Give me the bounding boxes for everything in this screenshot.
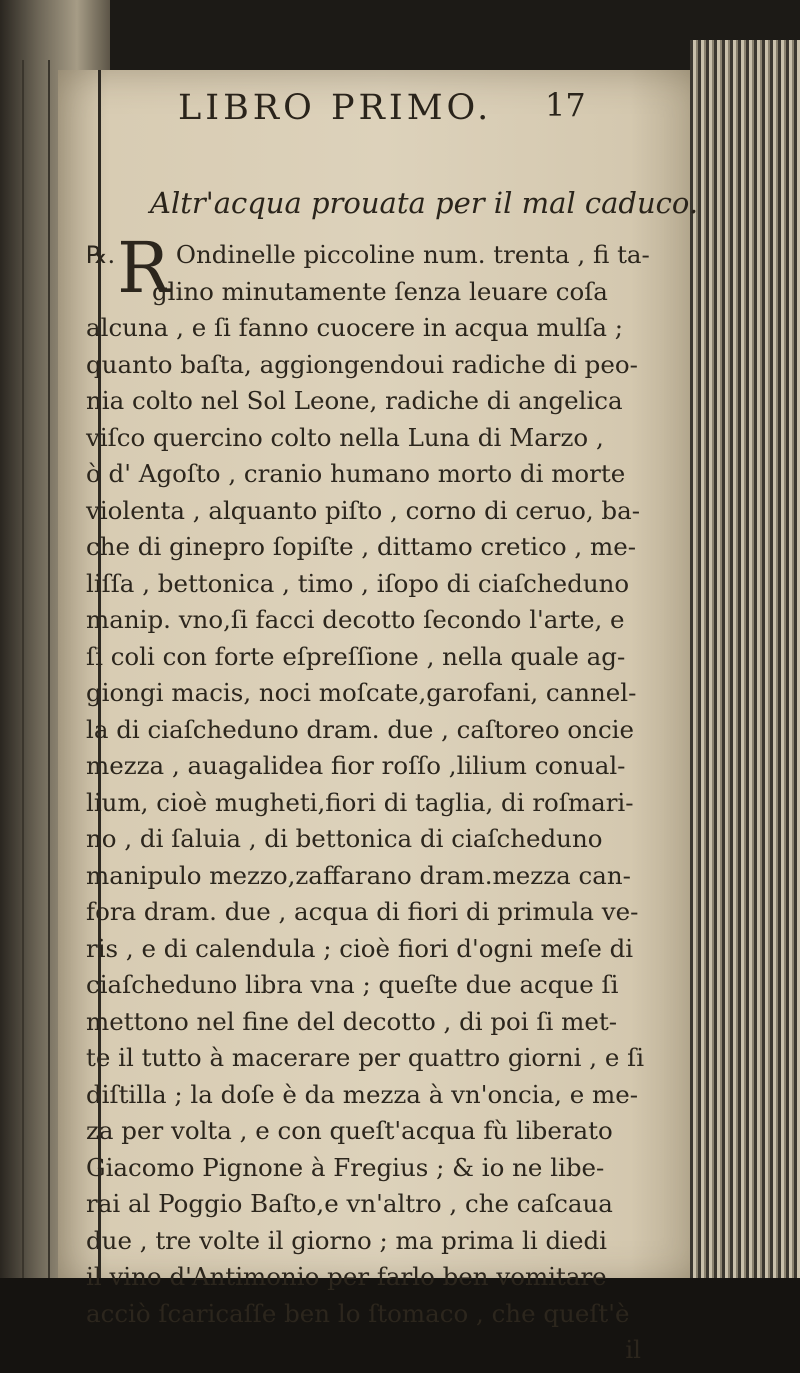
text-line: mettono nel fine del decotto , di poi ſi met- [86,1006,617,1036]
text-line: fora dram. due , acqua di fiori di primula ve- [86,897,639,926]
text-line: ris , e di calendula ; cioè fiori d'ogni meſe di [86,933,634,963]
text-line: Giacomo Pignone à Fregius ; & io ne libe- [86,1152,605,1182]
text-line: ò d' Agoſto , cranio humano morto di morte [86,459,626,488]
page-number: 17 [545,86,586,124]
recipe-mark: ℞. [86,241,116,269]
text-line: nia colto nel Sol Leone, radiche di angelica [86,386,623,415]
text-line: rai al Poggio Baſto,e vn'altro , che caſcaua [86,1189,613,1218]
text-line: ciaſcheduno libra vna ; queſte due acque ſi [86,970,619,999]
text-line: diſtilla ; la doſe è da mezza à vn'oncia, e me- [86,1079,639,1109]
text-line: manipulo mezzo,zaffarano dram.mezza can- [86,860,631,890]
page-stack-edge [690,40,800,1330]
text-line: violenta , alquanto piſto , corno di ceruo, ba- [86,495,640,525]
text-line: alcuna , e ſi fanno cuocere in acqua mulſa ; [86,313,624,342]
text-line: il vino d'Antimonio per farlo ben vomitare [86,1262,607,1291]
text-line: no , di ſaluia , di bettonica di ciaſcheduno [86,824,603,853]
text-line: acciò ſcaricaſſe ben lo ſtomaco , che queſt'è [86,1298,630,1328]
text-line: lium, cioè mugheti,fiori di taglia, di roſmari- [86,787,634,817]
text-line: ℞.R Ondinelle piccoline num. trenta , fi ta- [86,227,650,309]
page-edge-line [48,60,50,1313]
body-text [86,227,671,1368]
running-head: LIBRO PRIMO. [178,88,493,128]
catchword: il [625,1335,641,1364]
text-line: giongi macis, noci moſcate,garofani, cannel- [86,678,637,707]
text-line: viſco quercino colto nella Luna di Marzo , [86,422,604,452]
text-line: glino minutamente ſenza leuare coſa [152,276,608,306]
text-line: te il tutto à macerare per quattro giorni , e ſi [86,1043,645,1072]
text-line: due , tre volte il giorno ; ma prima li diedi [86,1225,608,1255]
text-line: quanto baſta, aggiongendoui radiche di peo- [86,349,638,379]
text-line: mezza , auagalidea fior roſſo ,lilium conual- [86,751,626,780]
drop-cap: R [117,227,170,309]
section-title: Altr'acqua prouata per il mal caduco. [150,186,699,220]
text-line: ſi coli con forte eſpreſſione , nella quale ag- [86,641,626,671]
text-line: za per volta , e con queſt'acqua fù liberato [86,1116,613,1145]
text-line: che di ginepro ſopiſte , dittamo cretico , me- [86,532,636,561]
text-line: la di ciaſcheduno dram. due , caſtoreo oncie [86,714,635,744]
page-edge-line [22,60,24,1313]
text-line: manip. vno,ſi facci decotto ſecondo l'arte, e [86,605,625,634]
text-line: liſſa , bettonica , timo , iſopo di ciaſcheduno [86,568,630,598]
